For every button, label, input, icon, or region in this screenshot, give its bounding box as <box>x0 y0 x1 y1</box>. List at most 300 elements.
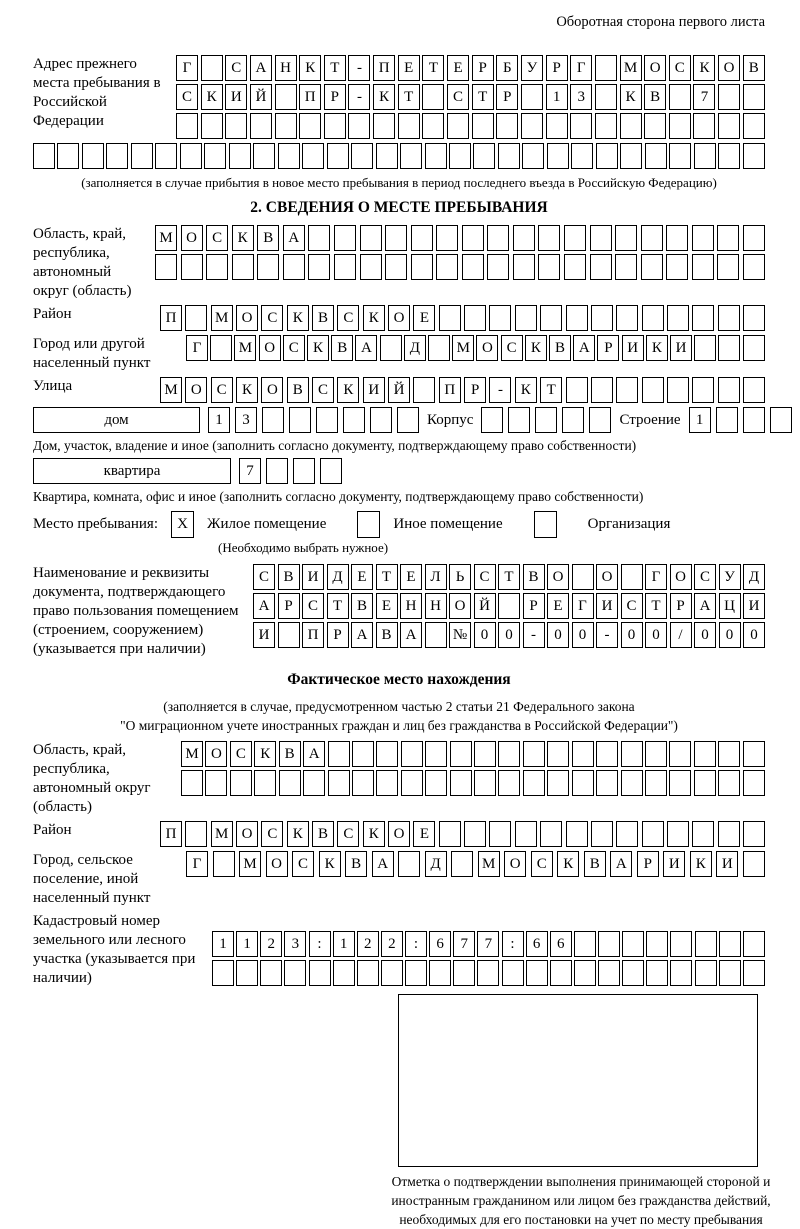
char-cell[interactable] <box>498 593 520 619</box>
char-cell[interactable]: О <box>670 564 692 590</box>
char-cell[interactable]: О <box>449 593 471 619</box>
char-cell[interactable] <box>719 960 741 986</box>
char-cell[interactable] <box>155 143 177 169</box>
char-cell[interactable]: С <box>230 741 252 767</box>
char-cell[interactable] <box>743 377 765 403</box>
char-cell[interactable] <box>695 960 717 986</box>
char-cell[interactable] <box>250 113 272 139</box>
char-cell[interactable] <box>376 741 398 767</box>
char-cell[interactable]: 6 <box>429 931 451 957</box>
char-cell[interactable] <box>743 851 765 877</box>
char-cell[interactable] <box>615 254 637 280</box>
char-cell[interactable] <box>474 770 496 796</box>
char-cell[interactable] <box>464 821 486 847</box>
char-cell[interactable] <box>695 931 717 957</box>
char-cell[interactable] <box>489 305 511 331</box>
char-cell[interactable] <box>566 305 588 331</box>
char-cell[interactable] <box>302 143 324 169</box>
char-cell[interactable] <box>596 741 618 767</box>
char-cell[interactable]: В <box>278 564 300 590</box>
prev-address-row-2[interactable] <box>176 84 765 110</box>
char-cell[interactable]: В <box>743 55 765 81</box>
char-cell[interactable]: С <box>225 55 247 81</box>
char-cell[interactable] <box>547 143 569 169</box>
char-cell[interactable] <box>642 821 664 847</box>
char-cell[interactable] <box>526 960 548 986</box>
char-cell[interactable]: А <box>400 622 422 648</box>
region-row-2[interactable] <box>155 254 765 280</box>
char-cell[interactable] <box>719 931 741 957</box>
char-cell[interactable]: 0 <box>572 622 594 648</box>
char-cell[interactable] <box>257 254 279 280</box>
char-cell[interactable]: Р <box>523 593 545 619</box>
char-cell[interactable]: К <box>337 377 359 403</box>
char-cell[interactable]: 1 <box>333 931 355 957</box>
char-cell[interactable] <box>253 143 275 169</box>
char-cell[interactable] <box>566 821 588 847</box>
char-cell[interactable]: Р <box>324 84 346 110</box>
char-cell[interactable]: Р <box>464 377 486 403</box>
char-cell[interactable]: С <box>206 225 228 251</box>
char-cell[interactable]: Т <box>324 55 346 81</box>
char-cell[interactable] <box>598 960 620 986</box>
char-cell[interactable] <box>591 305 613 331</box>
char-cell[interactable] <box>595 84 617 110</box>
char-cell[interactable]: 0 <box>547 622 569 648</box>
char-cell[interactable] <box>641 254 663 280</box>
char-cell[interactable] <box>385 254 407 280</box>
char-cell[interactable]: О <box>236 821 258 847</box>
char-cell[interactable] <box>591 377 613 403</box>
char-cell[interactable] <box>596 770 618 796</box>
char-cell[interactable] <box>694 770 716 796</box>
actual-city-row[interactable] <box>186 851 765 877</box>
char-cell[interactable] <box>718 84 740 110</box>
char-cell[interactable]: Е <box>413 305 435 331</box>
char-cell[interactable]: Г <box>645 564 667 590</box>
char-cell[interactable]: 1 <box>208 407 230 433</box>
char-cell[interactable]: 2 <box>381 931 403 957</box>
char-cell[interactable]: К <box>525 335 547 361</box>
char-cell[interactable] <box>716 407 738 433</box>
char-cell[interactable] <box>502 960 524 986</box>
char-cell[interactable] <box>513 225 535 251</box>
char-cell[interactable] <box>718 335 740 361</box>
char-cell[interactable] <box>308 225 330 251</box>
char-cell[interactable] <box>564 225 586 251</box>
char-cell[interactable]: С <box>621 593 643 619</box>
char-cell[interactable] <box>692 305 714 331</box>
char-cell[interactable] <box>642 377 664 403</box>
char-cell[interactable]: А <box>372 851 394 877</box>
char-cell[interactable]: С <box>261 305 283 331</box>
char-cell[interactable] <box>439 821 461 847</box>
char-cell[interactable]: О <box>259 335 281 361</box>
char-cell[interactable]: Р <box>472 55 494 81</box>
char-cell[interactable]: Е <box>413 821 435 847</box>
char-cell[interactable]: - <box>523 622 545 648</box>
char-cell[interactable]: Г <box>572 593 594 619</box>
char-cell[interactable] <box>498 770 520 796</box>
char-cell[interactable] <box>667 821 689 847</box>
char-cell[interactable] <box>236 960 258 986</box>
char-cell[interactable] <box>425 143 447 169</box>
char-cell[interactable]: К <box>319 851 341 877</box>
char-cell[interactable]: 6 <box>526 931 548 957</box>
char-cell[interactable] <box>422 84 444 110</box>
char-cell[interactable] <box>535 407 557 433</box>
char-cell[interactable] <box>380 335 402 361</box>
char-cell[interactable] <box>400 143 422 169</box>
char-cell[interactable] <box>284 960 306 986</box>
char-cell[interactable]: Й <box>474 593 496 619</box>
char-cell[interactable] <box>453 960 475 986</box>
char-cell[interactable]: И <box>663 851 685 877</box>
char-cell[interactable]: Т <box>540 377 562 403</box>
char-cell[interactable] <box>283 254 305 280</box>
char-cell[interactable] <box>743 84 765 110</box>
char-cell[interactable]: 1 <box>212 931 234 957</box>
char-cell[interactable]: В <box>523 564 545 590</box>
char-cell[interactable] <box>718 377 740 403</box>
char-cell[interactable] <box>562 407 584 433</box>
prev-address-row-3[interactable] <box>176 113 765 139</box>
stay-type-checkbox-organization[interactable] <box>534 511 557 538</box>
char-cell[interactable] <box>670 960 692 986</box>
char-cell[interactable]: 0 <box>719 622 741 648</box>
char-cell[interactable] <box>334 254 356 280</box>
char-cell[interactable] <box>669 741 691 767</box>
char-cell[interactable] <box>669 770 691 796</box>
char-cell[interactable]: Р <box>597 335 619 361</box>
char-cell[interactable]: В <box>351 593 373 619</box>
char-cell[interactable]: Е <box>351 564 373 590</box>
char-cell[interactable] <box>352 770 374 796</box>
char-cell[interactable]: С <box>337 821 359 847</box>
char-cell[interactable]: № <box>449 622 471 648</box>
char-cell[interactable] <box>718 113 740 139</box>
char-cell[interactable] <box>185 305 207 331</box>
char-cell[interactable] <box>670 931 692 957</box>
char-cell[interactable] <box>743 741 765 767</box>
char-cell[interactable]: К <box>254 741 276 767</box>
char-cell[interactable]: М <box>234 335 256 361</box>
char-cell[interactable]: Е <box>376 593 398 619</box>
char-cell[interactable] <box>439 305 461 331</box>
char-cell[interactable] <box>275 113 297 139</box>
char-cell[interactable]: И <box>743 593 765 619</box>
char-cell[interactable]: К <box>307 335 329 361</box>
char-cell[interactable] <box>370 407 392 433</box>
char-cell[interactable] <box>450 741 472 767</box>
char-cell[interactable]: Е <box>447 55 469 81</box>
char-cell[interactable]: В <box>644 84 666 110</box>
actual-region-row-2[interactable] <box>181 770 765 796</box>
char-cell[interactable]: К <box>557 851 579 877</box>
char-cell[interactable]: А <box>253 593 275 619</box>
char-cell[interactable] <box>572 770 594 796</box>
char-cell[interactable]: Т <box>376 564 398 590</box>
char-cell[interactable]: О <box>205 741 227 767</box>
char-cell[interactable] <box>381 960 403 986</box>
char-cell[interactable]: Т <box>498 564 520 590</box>
char-cell[interactable] <box>436 225 458 251</box>
char-cell[interactable]: И <box>716 851 738 877</box>
district-row[interactable] <box>160 305 765 331</box>
char-cell[interactable] <box>289 407 311 433</box>
char-cell[interactable] <box>447 113 469 139</box>
char-cell[interactable] <box>590 225 612 251</box>
char-cell[interactable] <box>474 741 496 767</box>
char-cell[interactable] <box>464 305 486 331</box>
char-cell[interactable] <box>473 143 495 169</box>
char-cell[interactable]: 2 <box>357 931 379 957</box>
char-cell[interactable] <box>743 931 765 957</box>
char-cell[interactable] <box>621 770 643 796</box>
char-cell[interactable] <box>521 84 543 110</box>
char-cell[interactable] <box>401 770 423 796</box>
char-cell[interactable]: О <box>181 225 203 251</box>
char-cell[interactable]: Г <box>186 851 208 877</box>
char-cell[interactable] <box>481 407 503 433</box>
char-cell[interactable]: 1 <box>689 407 711 433</box>
char-cell[interactable]: К <box>693 55 715 81</box>
char-cell[interactable]: С <box>531 851 553 877</box>
char-cell[interactable] <box>360 225 382 251</box>
char-cell[interactable]: О <box>388 821 410 847</box>
char-cell[interactable]: Д <box>327 564 349 590</box>
char-cell[interactable]: С <box>447 84 469 110</box>
char-cell[interactable] <box>278 622 300 648</box>
char-cell[interactable] <box>692 821 714 847</box>
char-cell[interactable] <box>275 84 297 110</box>
char-cell[interactable] <box>180 143 202 169</box>
char-cell[interactable] <box>185 821 207 847</box>
char-cell[interactable]: Е <box>400 564 422 590</box>
char-cell[interactable]: М <box>211 821 233 847</box>
char-cell[interactable]: 1 <box>236 931 258 957</box>
char-cell[interactable]: У <box>521 55 543 81</box>
apartment-cells[interactable] <box>239 458 342 484</box>
char-cell[interactable]: - <box>348 55 370 81</box>
char-cell[interactable] <box>596 143 618 169</box>
char-cell[interactable] <box>496 113 518 139</box>
char-cell[interactable] <box>574 960 596 986</box>
char-cell[interactable]: А <box>250 55 272 81</box>
char-cell[interactable]: К <box>515 377 537 403</box>
char-cell[interactable]: В <box>376 622 398 648</box>
document-row-3[interactable] <box>253 622 765 648</box>
city-row[interactable] <box>186 335 765 361</box>
char-cell[interactable] <box>411 254 433 280</box>
char-cell[interactable]: Т <box>645 593 667 619</box>
char-cell[interactable] <box>645 143 667 169</box>
char-cell[interactable] <box>266 458 288 484</box>
char-cell[interactable] <box>57 143 79 169</box>
char-cell[interactable] <box>743 770 765 796</box>
char-cell[interactable] <box>333 960 355 986</box>
char-cell[interactable]: Т <box>327 593 349 619</box>
char-cell[interactable] <box>230 770 252 796</box>
char-cell[interactable]: Л <box>425 564 447 590</box>
char-cell[interactable] <box>254 770 276 796</box>
char-cell[interactable] <box>570 113 592 139</box>
char-cell[interactable]: К <box>232 225 254 251</box>
char-cell[interactable]: Г <box>186 335 208 361</box>
char-cell[interactable]: И <box>225 84 247 110</box>
char-cell[interactable]: О <box>388 305 410 331</box>
char-cell[interactable]: П <box>373 55 395 81</box>
char-cell[interactable] <box>616 821 638 847</box>
char-cell[interactable]: 2 <box>260 931 282 957</box>
char-cell[interactable] <box>615 225 637 251</box>
char-cell[interactable]: В <box>549 335 571 361</box>
char-cell[interactable]: 0 <box>474 622 496 648</box>
char-cell[interactable]: 7 <box>239 458 261 484</box>
char-cell[interactable] <box>352 741 374 767</box>
char-cell[interactable]: С <box>312 377 334 403</box>
char-cell[interactable] <box>743 225 765 251</box>
char-cell[interactable]: П <box>160 821 182 847</box>
char-cell[interactable] <box>405 960 427 986</box>
char-cell[interactable] <box>669 113 691 139</box>
char-cell[interactable] <box>622 960 644 986</box>
char-cell[interactable]: Г <box>176 55 198 81</box>
char-cell[interactable]: К <box>646 335 668 361</box>
char-cell[interactable] <box>462 225 484 251</box>
char-cell[interactable]: К <box>287 305 309 331</box>
char-cell[interactable] <box>428 335 450 361</box>
char-cell[interactable] <box>666 225 688 251</box>
char-cell[interactable] <box>513 254 535 280</box>
char-cell[interactable]: М <box>155 225 177 251</box>
char-cell[interactable] <box>718 305 740 331</box>
char-cell[interactable] <box>590 254 612 280</box>
char-cell[interactable]: М <box>160 377 182 403</box>
char-cell[interactable]: С <box>302 593 324 619</box>
char-cell[interactable] <box>717 225 739 251</box>
char-cell[interactable] <box>550 960 572 986</box>
char-cell[interactable]: : <box>405 931 427 957</box>
char-cell[interactable]: С <box>253 564 275 590</box>
char-cell[interactable]: А <box>610 851 632 877</box>
char-cell[interactable]: Д <box>743 564 765 590</box>
char-cell[interactable] <box>645 770 667 796</box>
cadastral-row-1[interactable] <box>212 931 765 957</box>
char-cell[interactable]: Д <box>404 335 426 361</box>
char-cell[interactable] <box>229 143 251 169</box>
char-cell[interactable] <box>667 377 689 403</box>
char-cell[interactable] <box>667 305 689 331</box>
korpus-cells[interactable] <box>481 407 611 433</box>
char-cell[interactable]: Ь <box>449 564 471 590</box>
char-cell[interactable] <box>743 143 765 169</box>
char-cell[interactable] <box>595 55 617 81</box>
char-cell[interactable] <box>572 741 594 767</box>
char-cell[interactable] <box>595 113 617 139</box>
char-cell[interactable] <box>515 821 537 847</box>
char-cell[interactable]: К <box>620 84 642 110</box>
char-cell[interactable] <box>487 254 509 280</box>
char-cell[interactable] <box>422 113 444 139</box>
char-cell[interactable] <box>743 305 765 331</box>
char-cell[interactable] <box>351 143 373 169</box>
prev-address-row-4[interactable] <box>33 143 765 169</box>
char-cell[interactable]: О <box>266 851 288 877</box>
char-cell[interactable] <box>547 770 569 796</box>
char-cell[interactable] <box>566 377 588 403</box>
char-cell[interactable] <box>212 960 234 986</box>
char-cell[interactable]: А <box>573 335 595 361</box>
char-cell[interactable] <box>397 407 419 433</box>
char-cell[interactable]: А <box>694 593 716 619</box>
char-cell[interactable] <box>521 113 543 139</box>
char-cell[interactable] <box>694 335 716 361</box>
char-cell[interactable]: А <box>283 225 305 251</box>
char-cell[interactable]: : <box>502 931 524 957</box>
cadastral-row-2[interactable] <box>212 960 765 986</box>
char-cell[interactable] <box>641 225 663 251</box>
char-cell[interactable] <box>718 741 740 767</box>
char-cell[interactable] <box>376 143 398 169</box>
prev-address-row-1[interactable] <box>176 55 765 81</box>
char-cell[interactable] <box>589 407 611 433</box>
char-cell[interactable]: Т <box>398 84 420 110</box>
char-cell[interactable] <box>669 143 691 169</box>
char-cell[interactable]: Д <box>425 851 447 877</box>
char-cell[interactable] <box>571 143 593 169</box>
char-cell[interactable] <box>309 960 331 986</box>
char-cell[interactable] <box>201 55 223 81</box>
char-cell[interactable] <box>181 254 203 280</box>
char-cell[interactable]: В <box>312 305 334 331</box>
char-cell[interactable]: О <box>596 564 618 590</box>
char-cell[interactable] <box>425 622 447 648</box>
char-cell[interactable] <box>523 741 545 767</box>
char-cell[interactable]: Т <box>422 55 444 81</box>
char-cell[interactable] <box>33 143 55 169</box>
char-cell[interactable]: К <box>363 305 385 331</box>
char-cell[interactable]: О <box>718 55 740 81</box>
char-cell[interactable] <box>743 821 765 847</box>
char-cell[interactable] <box>692 254 714 280</box>
char-cell[interactable] <box>522 143 544 169</box>
char-cell[interactable] <box>436 254 458 280</box>
char-cell[interactable] <box>303 770 325 796</box>
char-cell[interactable] <box>642 305 664 331</box>
char-cell[interactable] <box>743 254 765 280</box>
char-cell[interactable] <box>320 458 342 484</box>
char-cell[interactable] <box>262 407 284 433</box>
char-cell[interactable] <box>429 960 451 986</box>
char-cell[interactable]: / <box>670 622 692 648</box>
char-cell[interactable]: Р <box>278 593 300 619</box>
char-cell[interactable]: О <box>261 377 283 403</box>
char-cell[interactable] <box>666 254 688 280</box>
char-cell[interactable] <box>487 225 509 251</box>
char-cell[interactable]: И <box>670 335 692 361</box>
char-cell[interactable]: А <box>355 335 377 361</box>
char-cell[interactable] <box>616 377 638 403</box>
char-cell[interactable] <box>260 960 282 986</box>
char-cell[interactable] <box>598 931 620 957</box>
char-cell[interactable]: 3 <box>570 84 592 110</box>
document-row-2[interactable] <box>253 593 765 619</box>
stroenie-cells[interactable] <box>689 407 792 433</box>
char-cell[interactable]: С <box>337 305 359 331</box>
char-cell[interactable] <box>299 113 321 139</box>
char-cell[interactable]: Р <box>670 593 692 619</box>
